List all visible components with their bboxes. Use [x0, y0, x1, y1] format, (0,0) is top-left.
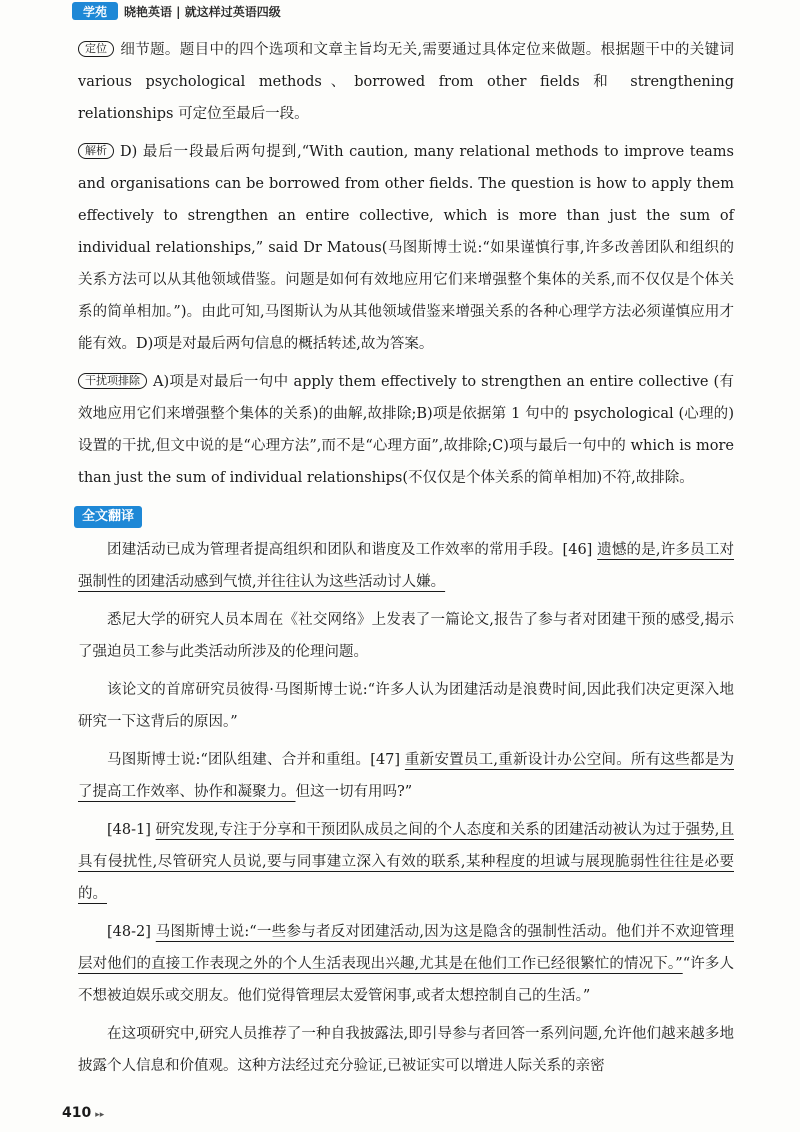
translation-text: 团建活动已成为管理者提高组织和团队和谐度及工作效率的常用手段。[46]: [107, 542, 598, 558]
underlined-answer-48-2: 马图斯博士说:“一些参与者反对团建活动,因为这是隐含的强制性活动。他们并不欢迎管理层对他们的直接工作表现之外的个人生活表现出兴趣,尤其是在他们工作已经很繁忙的情况下。”: [78, 924, 734, 972]
translation-paragraph-3: 该论文的首席研究员彼得·马图斯博士说:“许多人认为团建活动是浪费时间,因此我们决定更深入地研究一下这背后的原因。”: [78, 682, 734, 730]
distractor-text: A)项是对最后一句中 apply them effectively to strengthen an entire collective (有效地应用它们来增强整个集体的关系)的曲解,故排除;B)项是依据第 1 句中的 psychological (心理的)设置的干扰,但文中说的是“心理方法”,而不是“心理方面”,故排除;C)项与最后一句中的 which is more than just the sum of individual relationships(不仅仅是个体关系的简单相加)不符,故排除。: [78, 374, 734, 486]
publisher-logo: 学苑: [72, 2, 118, 20]
distractor-paragraph: [78, 366, 734, 494]
translation-text: 马图斯博士说:“团队组建、合并和重组。[47]: [107, 752, 405, 768]
underlined-answer-46: 遗憾的是,许多员工对强制性的团建活动感到气愤,并往往认为这些活动讨人嫌。: [78, 542, 735, 590]
underlined-answer-48-1: 研究发现,专注于分享和干预团队成员之间的个人态度和关系的团建活动被认为过于强势,且具有侵扰性,尽管研究人员说,要与同事建立深入有效的联系,某种程度的坦诚与展现脆弱性往往是必要的。: [78, 822, 734, 902]
translation-text: “许多人不想被迫娱乐或交朋友。他们觉得管理层太爱管闲事,或者太想控制自己的生活。”: [78, 956, 734, 1004]
locate-tag: 定位: [78, 41, 114, 57]
translation-paragraph-4: [78, 744, 734, 808]
analysis-text: D) 最后一段最后两句提到,“With caution, many relational methods to improve teams and organisations can be borrowed from other fields. The question is how to apply them effectively to strengthen an entire collective, which is more than just the sum of individual relationships,” said Dr Matous(马图斯博士说:“如果谨慎行事,许多改善团队和组织的关系方法可以从其他领域借鉴。问题是如何有效地应用它们来增强整个集体的关系,而不仅仅是个体关系的简单相加。”)。由此可知,马图斯认为从其他领域借鉴来增强关系的各种心理学方法必须谨慎应用才能有效。D)项是对最后两句信息的概括转述,故为答案。: [78, 144, 734, 352]
page-header: [0, 0, 800, 22]
translation-paragraph-7: 在这项研究中,研究人员推荐了一种自我披露法,即引导参与者回答一系列问题,允许他们越来越多地披露个人信息和价值观。这种方法经过充分验证,已被证实可以增进人际关系的亲密: [78, 1026, 734, 1074]
page-footer: [62, 1105, 104, 1121]
section-title-translation: 全文翻译: [74, 506, 142, 528]
page-number: 410: [62, 1105, 92, 1121]
distractor-tag: 干扰项排除: [78, 373, 147, 389]
translation-paragraph-6: [78, 916, 734, 1012]
question-marker: [48-1]: [107, 822, 156, 838]
analysis-tag: 解析: [78, 143, 114, 159]
book-title: 晓艳英语 | 就这样过英语四级: [124, 4, 281, 19]
locate-text: 细节题。题目中的四个选项和文章主旨均无关,需要通过具体定位来做题。根据题干中的关键词 various psychological methods、borrowed from other fields 和 strengthening relationships 可定位至最后一段。: [78, 42, 734, 122]
question-marker: [48-2]: [107, 924, 156, 940]
translation-paragraph-2: 悉尼大学的研究人员本周在《社交网络》上发表了一篇论文,报告了参与者对团建干预的感受,揭示了强迫员工参与此类活动所涉及的伦理问题。: [78, 612, 734, 660]
analysis-paragraph: [78, 136, 734, 360]
translation-paragraph-5: [78, 814, 734, 910]
next-page-arrow-icon: ▸▸: [95, 1110, 105, 1120]
translation-paragraph-1: [78, 534, 734, 598]
page-content: [78, 34, 734, 1088]
underlined-answer-47: 重新安置员工,重新设计办公空间。所有这些都是为了提高工作效率、协作和凝聚力。: [78, 752, 734, 800]
translation-text: 但这一切有用吗?”: [295, 784, 413, 800]
locate-paragraph: [78, 34, 734, 130]
